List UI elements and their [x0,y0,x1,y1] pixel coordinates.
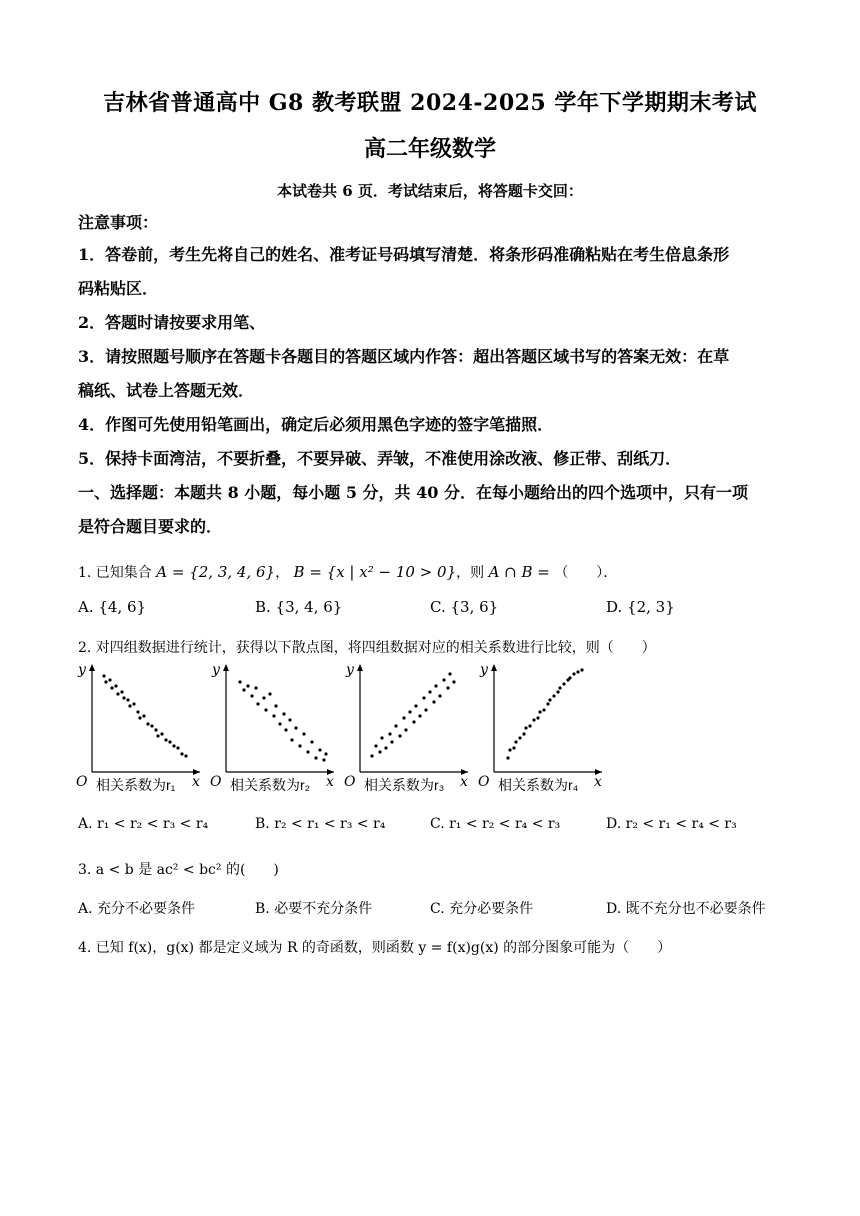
x-axis-label: x [460,774,468,790]
scatter-point [128,704,131,707]
scatter-plot-3 [344,662,468,793]
q1-mid: ，则 [456,565,485,581]
q3-option-a: A. 充分不必要条件 [78,901,196,917]
note-item-3a: 3．请按照题号顺序在答题卡各题目的答题区域内作答：超出答题区域书写的答案无效：在草 [78,347,730,366]
note-item-1b: 码粘贴区． [78,279,159,298]
scatter-point [298,744,301,747]
notes-heading: 注意事项： [78,213,159,232]
scatter-point [580,668,583,671]
origin-label: O [478,774,490,790]
question-2-stem: 2. 对四组数据进行统计，获得以下散点图，将四组数据对应的相关系数进行比较，则（ ） [78,640,656,656]
scatter-point [154,728,157,731]
y-axis-label: y [78,662,86,678]
exam-subtitle: 本试卷共 6 页．考试结束后，将答题卡交回： [277,182,583,200]
scatter-point [120,690,123,693]
scatter-point [104,680,107,683]
scatter-point [394,724,397,727]
note-item-3b: 稿纸、试卷上答题无效． [78,381,255,400]
scatter-plots [72,660,612,800]
scatter-point [514,740,517,743]
scatter-point [322,758,325,761]
plot-label-3: 相关系数为r₃ [364,777,445,793]
scatter-point [398,734,401,737]
scatter-point [180,752,183,755]
scatter-point [528,724,531,727]
scatter-point [522,732,525,735]
scatter-point [238,680,241,683]
scatter-point [274,704,277,707]
scatter-point [150,724,153,727]
scatter-point [288,718,291,721]
note-item-2: 2．答题时请按要求用笔、 [78,313,266,332]
scatter-point [418,714,421,717]
scatter-point [562,682,565,685]
q1-set-a: A = {2, 3, 4, 6} [156,563,276,581]
scatter-point [402,716,405,719]
scatter-point [102,674,105,677]
scatter-point [116,692,119,695]
scatter-point [538,710,541,713]
q2-option-d: D. r₂ < r₁ < r₄ < r₃ [606,816,737,832]
scatter-point [302,732,305,735]
scatter-point [246,684,249,687]
scatter-point [370,754,373,757]
question-4-stem: 4. 已知 f(x)，g(x) 都是定义域为 R 的奇函数，则函数 y = f(x)g(x) 的部分图象可能为（ ） [78,940,672,956]
origin-label: O [76,774,88,790]
scatter-point [532,718,535,721]
scatter-point [168,740,171,743]
q2-option-c: C. r₁ < r₂ < r₄ < r₃ [430,816,561,832]
question-1-stem [78,562,617,583]
plot-label-4: 相关系数为r₄ [498,777,579,793]
scatter-plot-2 [210,662,334,793]
y-axis-arrow-icon [357,664,363,671]
scatter-point [404,728,407,731]
scatter-point [146,722,149,725]
scatter-point [512,746,515,749]
scatter-point [412,720,415,723]
scatter-point [380,736,383,739]
y-axis-arrow-icon [223,664,229,671]
scatter-point [576,670,579,673]
scatter-point [310,740,313,743]
x-axis-label: x [326,774,334,790]
q1-prefix: 1. 已知集合 [78,565,152,581]
scatter-point [108,678,111,681]
scatter-point [548,698,551,701]
scatter-point [448,672,451,675]
scatter-point [156,734,159,737]
y-axis-arrow-icon [491,664,497,671]
scatter-point [422,696,425,699]
y-axis-label: y [212,662,220,678]
scatter-point [424,708,427,711]
scatter-point [572,672,575,675]
scatter-point [434,684,437,687]
scatter-point [506,756,509,759]
q1-option-a: A. {4, 6} [78,598,147,616]
scatter-point [126,698,129,701]
note-item-1a: 1．答卷前，考生先将自己的姓名、准考证号码填写清楚．将条形码准确粘贴在考生倍息条形 [78,245,730,264]
scatter-point [264,708,267,711]
scatter-point [160,732,163,735]
scatter-point [290,738,293,741]
scatter-point [408,710,411,713]
scatter-plot-4 [478,662,602,793]
scatter-point [414,704,417,707]
scatter-point [176,746,179,749]
origin-label: O [210,774,222,790]
exam-title: 吉林省普通高中 G8 教考联盟 2024-2025 学年下学期期末考试 [103,90,757,116]
scatter-point [184,754,187,757]
scatter-point [546,702,549,705]
plot-label-1: 相关系数为r₁ [96,777,176,793]
q3-option-c: C. 充分必要条件 [430,901,534,917]
q2-option-a: A. r₁ < r₂ < r₃ < r₄ [78,816,209,832]
q1-set-b: B = {x | x² − 10 > 0} [293,563,457,581]
scatter-point [384,746,387,749]
scatter-point [318,748,321,751]
scatter-point [306,750,309,753]
scatter-point [446,686,449,689]
q3-option-b: B. 必要不充分条件 [255,901,373,917]
scatter-point [278,722,281,725]
scatter-point [374,744,377,747]
section-heading-b: 是符合题目要求的． [78,517,223,536]
scatter-point [284,728,287,731]
scatter-point [518,736,521,739]
scatter-point [164,738,167,741]
scatter-point [378,750,381,753]
y-axis-arrow-icon [89,664,95,671]
plot-label-2: 相关系数为r₂ [230,777,311,793]
scatter-point [524,726,527,729]
scatter-point [114,684,117,687]
y-axis-label: y [346,662,354,678]
scatter-point [536,716,539,719]
q1-option-b: B. {3, 4, 6} [255,598,343,616]
scatter-plot-1 [76,662,200,793]
scatter-point [452,680,455,683]
note-item-4: 4．作图可先使用铅笔画出，确定后必须用黑色字迹的签字笔描照． [78,415,554,434]
scatter-point [172,744,175,747]
scatter-point [432,700,435,703]
scatter-point [242,688,245,691]
scatter-point [324,752,327,755]
scatter-point [508,748,511,751]
scatter-point [122,696,125,699]
scatter-point [268,692,271,695]
q1-option-d: D. {2, 3} [606,598,675,616]
scatter-point [556,690,559,693]
scatter-point [282,712,285,715]
scatter-point [568,676,571,679]
section-heading-a: 一、选择题：本题共 8 小题，每小题 5 分，共 40 分．在每小题给出的四个选项中，只有一项 [78,483,748,502]
scatter-point [438,694,441,697]
scatter-point [142,714,145,717]
q1-expression: A ∩ B = [488,563,550,581]
scatter-point [110,686,113,689]
scatter-point [132,702,135,705]
q3-option-d: D. 既不充分也不必要条件 [606,901,766,917]
x-axis-label: x [594,774,602,790]
question-3-stem: 3. a < b 是 ac² < bc² 的( ) [78,862,279,878]
y-axis-label: y [480,662,488,678]
scatter-point [138,716,141,719]
q1-option-c: C. {3, 6} [430,598,499,616]
origin-label: O [344,774,356,790]
q2-option-b: B. r₂ < r₁ < r₃ < r₄ [255,816,386,832]
scatter-point [272,714,275,717]
scatter-point [262,696,265,699]
note-item-5: 5．保持卡面湾洁，不要折叠，不要异破、弄皱，不准使用涂改液、修正带、刮纸刀． [78,449,682,468]
scatter-point [388,732,391,735]
q1-suffix: （ ）． [554,565,618,581]
scatter-point [254,686,257,689]
scatter-point [552,694,555,697]
scatter-point [542,708,545,711]
scatter-point [250,694,253,697]
exam-subject: 高二年级数学 [363,136,496,162]
scatter-point [136,710,139,713]
scatter-point [390,740,393,743]
q1-sep: ， [275,565,290,581]
scatter-point [442,678,445,681]
scatter-point [294,726,297,729]
scatter-point [558,686,561,689]
scatter-point [314,756,317,759]
scatter-point [428,690,431,693]
scatter-point [256,702,259,705]
x-axis-label: x [192,774,200,790]
